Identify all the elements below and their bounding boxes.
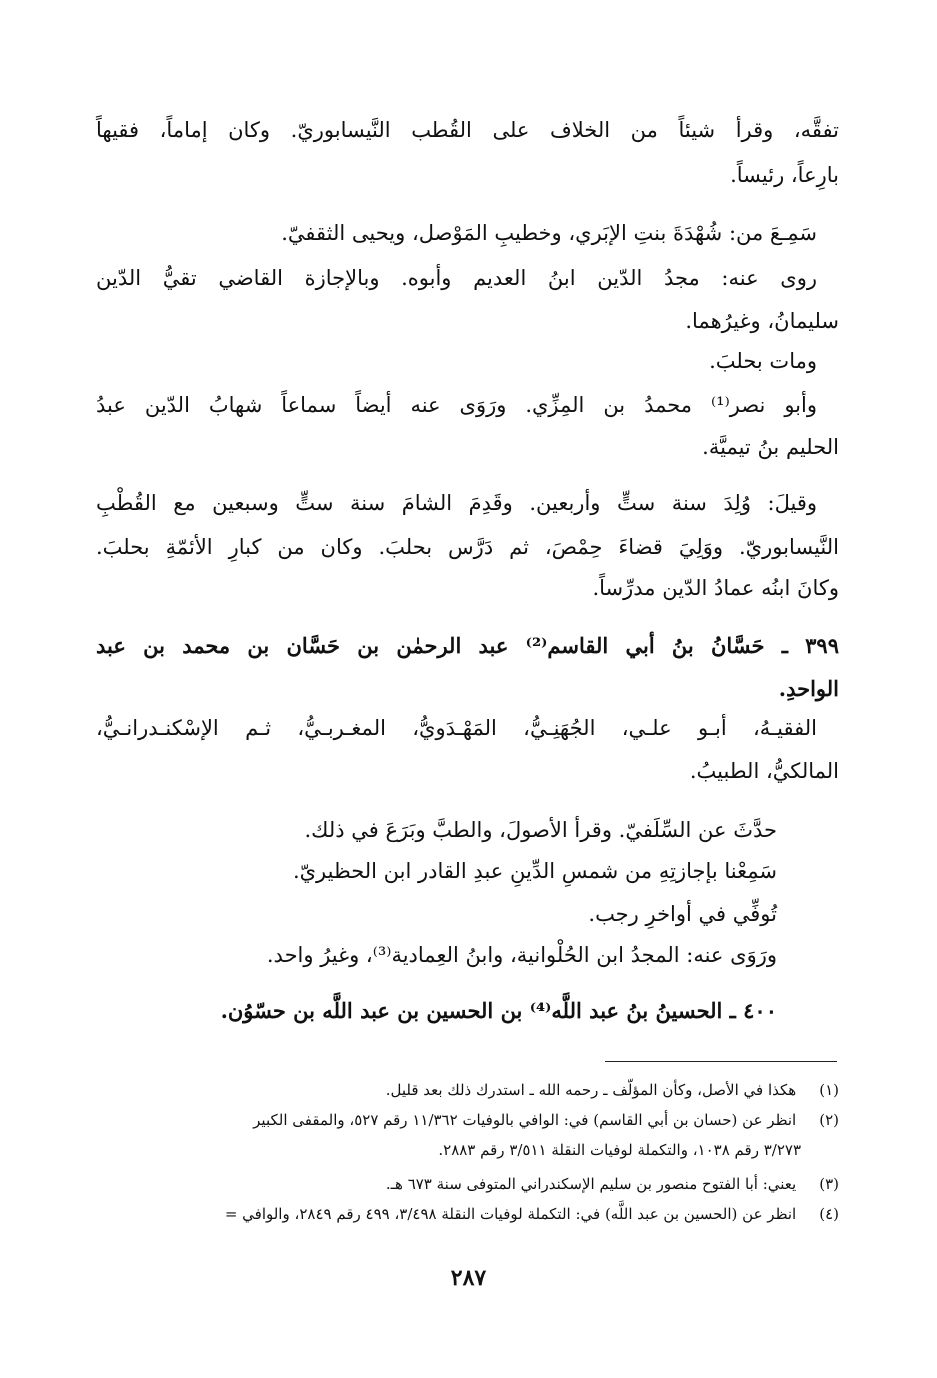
page-number: ٢٨٧ bbox=[450, 1265, 487, 1291]
body-line-6: ومات بحلبَ. bbox=[709, 349, 817, 373]
body-line-15: المالكيُّ، الطبيبُ. bbox=[689, 759, 839, 783]
entry-heading-399-cont: الواحدِ. bbox=[778, 676, 839, 701]
body-line-1: تفقَّه، وقرأ شيئاً من الخلاف على القُطب النَّيسابوريّ. وكان إماماً، فقيهاً bbox=[96, 118, 839, 142]
footnote-2 bbox=[96, 1109, 839, 1131]
footnote-number: (١) bbox=[819, 1081, 839, 1099]
body-line-9: وقيلَ: وُلِدَ سنة ستٍّ وأربعين. وقَدِمَ الشامَ سنة ستٍّ وسبعين مع القُطْبِ bbox=[96, 491, 817, 515]
footnote-4 bbox=[96, 1203, 839, 1225]
footnote-text: ٣/٢٧٣ رقم ١٠٣٨، والتكملة لوفيات النقلة ٣/٥١١ رقم ٢٨٨٣. bbox=[438, 1141, 801, 1159]
body-line-8: الحليم بنُ تيميَّة. bbox=[702, 435, 839, 459]
footnote-3 bbox=[96, 1173, 839, 1195]
footnote-text: انظر عن (حسان بن أبي القاسم) في: الوافي بالوفيات ١١/٣٦٢ رقم ٥٢٧، والمقفى الكبير bbox=[253, 1111, 797, 1129]
footnote-number: (٤) bbox=[819, 1205, 839, 1223]
footnote-text: انظر عن (الحسين بن عبد اللَّه) في: التكملة لوفيات النقلة ٣/٤٩٨، ٤٩٩ رقم ٢٨٤٩، والوافي = bbox=[224, 1205, 797, 1223]
body-line-17: سَمِعْنا بإجازتِهِ من شمسِ الدِّينِ عبدِ القادر ابن الحظيريّ. bbox=[292, 859, 777, 883]
footnote-1 bbox=[96, 1079, 839, 1101]
body-line-7: وأبو نصر⁽¹⁾ محمدُ بن المِزِّي. ورَوَى عنه أيضاً سماعاً شهابُ الدّين عبدُ bbox=[96, 393, 817, 417]
body-line-18: تُوفِّي في أواخرِ رجب. bbox=[588, 902, 777, 926]
body-line-16: حدَّثَ عن السِّلَفيّ. وقرأ الأصولَ، والطبَّ وبَرَعَ في ذلك. bbox=[304, 818, 777, 842]
body-line-5: سليمانُ، وغيرُهما. bbox=[685, 309, 839, 333]
body-line-4: روى عنه: مجدُ الدّين ابنُ العديم وأبوه. وبالإجازة القاضي تقيُّ الدّين bbox=[96, 266, 817, 290]
body-line-2: بارِعاً، رئيساً. bbox=[730, 163, 839, 187]
footnote-separator bbox=[605, 1061, 837, 1062]
body-line-3: سَمِـعَ من: شُهْدَةَ بنتِ الإبَري، وخطيبِ المَوْصل، ويحيى الثقفيّ. bbox=[281, 221, 817, 245]
footnote-number: (٣) bbox=[819, 1175, 839, 1193]
body-line-10: النَّيسابوريّ. ووَلِيَ قضاءَ حِمْصَ، ثم دَرَّس بحلبَ. وكان من كبارِ الأئمّةِ بحلبَ. bbox=[96, 535, 839, 559]
body-line-11: وكانَ ابنُه عمادُ الدّين مدرِّساً. bbox=[592, 576, 839, 600]
entry-heading-400: ٤٠٠ ـ الحسينُ بنُ عبد اللَّه⁽⁴⁾ بن الحسين بن عبد اللَّه بن حسّوُن. bbox=[220, 998, 777, 1023]
footnote-text: هكذا في الأصل، وكأن المؤلّف ـ رحمه الله ـ استدرك ذلك بعد قليل. bbox=[385, 1081, 797, 1099]
footnote-text: يعني: أبا الفتوح منصور بن سليم الإسكندراني المتوفى سنة ٦٧٣ هـ. bbox=[385, 1175, 797, 1193]
entry-heading-399: ٣٩٩ ـ حَسَّانُ بنُ أبي القاسم⁽²⁾ عبد الرحمٰن بن حَسَّان بن محمد بن عبد bbox=[96, 633, 839, 658]
body-line-19: ورَوَى عنه: المجدُ ابن الحُلْوانية، وابنُ العِمادية⁽³⁾، وغيرُ واحد. bbox=[266, 943, 777, 967]
body-line-14: الفقيـهُ، أبـو علـي، الجُهَنِـيُّ، المَهْـدَويُّ، المغـربـيُّ، ثـم الإسْكنـدرانـيُّ، bbox=[96, 716, 817, 740]
footnote-number: (٢) bbox=[819, 1111, 839, 1129]
footnote-2-cont bbox=[96, 1139, 801, 1161]
